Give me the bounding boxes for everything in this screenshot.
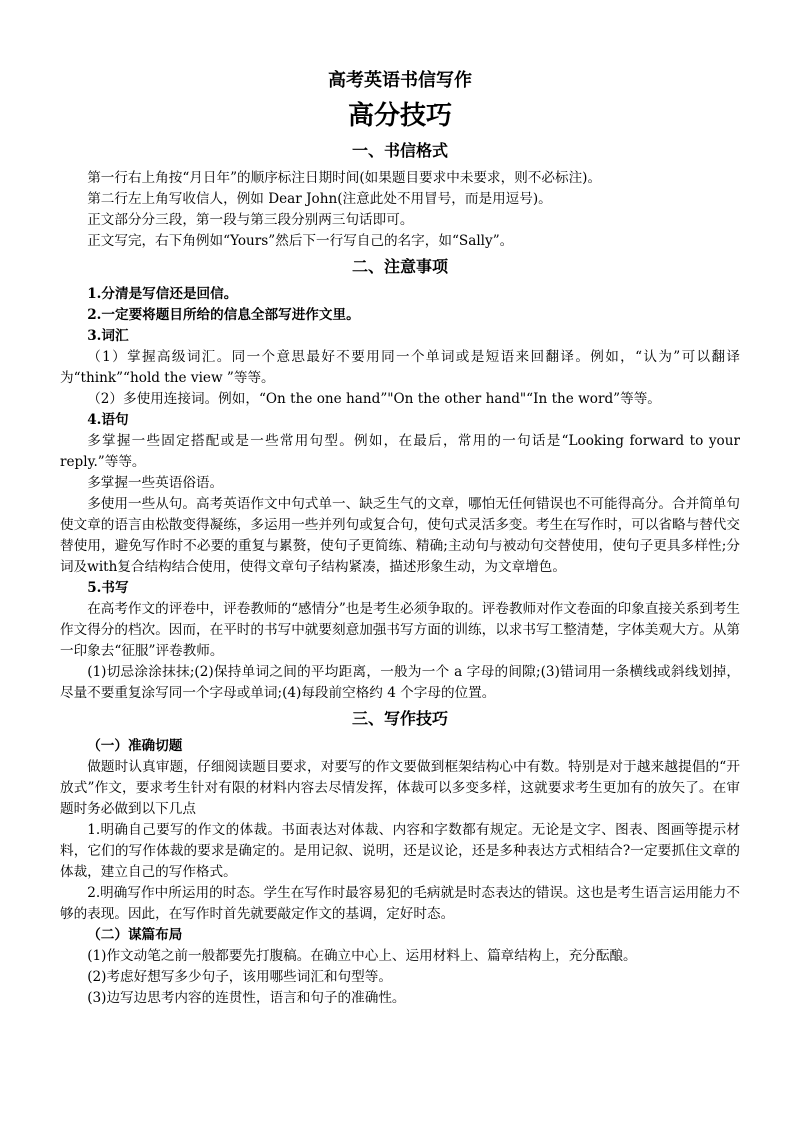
notes-item-2: 2.一定要将题目所给的信息全部写进作文里。	[87, 307, 360, 323]
document-subtitle: 高分技巧	[347, 101, 452, 131]
layout-line-2: (2)考虑好想写多少句子，该用哪些词汇和句型等。	[87, 969, 392, 985]
skills-paragraph-3: 2.明确写作中所运用的时态。学生在写作时最容易犯的毛病就是时态表达的错误。这也是考生语言运用能力不够的表现。因此，在写作时首先就要敲定作文的基调，定好时态。	[60, 885, 740, 922]
sentence-paragraph-1: 多掌握一些固定搭配或是一些常用句型。例如，在最后，常用的一句话是“Looking forward to your reply.”等等。	[60, 433, 740, 470]
vocab-paragraph-2: （2）多使用连接词。例如，“On the one hand”"On the other hand"“In the word”等等。	[87, 391, 661, 407]
format-line-1: 第一行右上角按“月日年”的顺序标注日期时间(如果题目要求中未要求，则不必标注)。	[87, 170, 602, 186]
section-heading-notes: 二、注意事项	[351, 257, 448, 276]
format-line-4: 正文写完，右下角例如“Yours”然后下一行写自己的名字，如“Sally”。	[87, 233, 514, 249]
notes-item-3-heading: 3.词汇	[87, 328, 129, 344]
skills-sub-heading-2: （二）谋篇布局	[87, 927, 183, 943]
notes-item-5-heading: 5.书写	[87, 580, 129, 596]
writing-paragraph-2: (1)切忌涂涂抹抹;(2)保持单词之间的平均距离，一般为一个 a 字母的间隙;(3)错词用一条横线或斜线划掉，尽量不要重复涂写同一个字母或单词;(4)每段前空格约 4 个字母的位置。	[60, 664, 740, 701]
vocab-paragraph-1: （1）掌握高级词汇。同一个意思最好不要用同一个单词或是短语来回翻译。例如，“认为”可以翻译为“think”“hold the view ”等等。	[60, 349, 740, 386]
skills-paragraph-2: 1.明确自己要写的作文的体裁。书面表达对体裁、内容和字数都有规定。无论是文字、图表、图画等提示材料，它们的写作体裁的要求是确定的。是用记叙、说明，还是议论，还是多种表达方式相结合?一定要抓住文章的体裁，建立自己的写作格式。	[60, 822, 740, 880]
writing-paragraph-1: 在高考作文的评卷中，评卷教师的“感情分”也是考生必须争取的。评卷教师对作文卷面的印象直接关系到考生作文得分的档次。因而，在平时的书写中就要刻意加强书写方面的训练，以求书写工整清楚，字体美观大方。从第一印象去“征服”评卷教师。	[60, 601, 740, 659]
format-line-2: 第二行左上角写收信人，例如 Dear John(注意此处不用冒号，而是用逗号)。	[87, 191, 552, 207]
format-line-3: 正文部分分三段，第一段与第三段分别两三句话即可。	[87, 212, 414, 228]
section-heading-skills: 三、写作技巧	[351, 709, 448, 728]
section-heading-format: 一、书信格式	[351, 141, 448, 160]
layout-line-3: (3)边写边思考内容的连贯性，语言和句子的准确性。	[87, 990, 406, 1006]
document-title: 高考英语书信写作	[328, 70, 472, 91]
sentence-paragraph-2: 多掌握一些英语俗语。	[87, 475, 224, 491]
skills-paragraph-1: 做题时认真审题，仔细阅读题目要求，对要写的作文要做到框架结构心中有数。特别是对于越来越提倡的“开放式”作文，要求考生针对有限的材料内容去尽情发挥，体裁可以多变多样，这就要求考生更加有的放矢了。在审题时务必做到以下几点	[60, 759, 740, 817]
notes-item-1: 1.分清是写信还是回信。	[87, 286, 238, 302]
document-page	[60, 68, 740, 1009]
notes-item-4-heading: 4.语句	[87, 412, 129, 428]
skills-sub-heading-1: （一）准确切题	[87, 738, 183, 754]
sentence-paragraph-3: 多使用一些从句。高考英语作文中句式单一、缺乏生气的文章，哪怕无任何错误也不可能得高分。合并简单句使文章的语言由松散变得凝练，多运用一些并列句或复合句，使句式灵活多变。考生在写作时，可以省略与替代交替使用，避免写作时不必要的重复与累赘，使句子更简练、精确;主动句与被动句交替使用，使句子更具多样性;分词及with复合结构结合使用，使得文章句子结构紧凑，描述形象生动，为文章增色。	[60, 496, 740, 575]
layout-line-1: (1)作文动笔之前一般都要先打腹稿。在确立中心上、运用材料上、篇章结构上，充分酝酿。	[87, 948, 637, 964]
